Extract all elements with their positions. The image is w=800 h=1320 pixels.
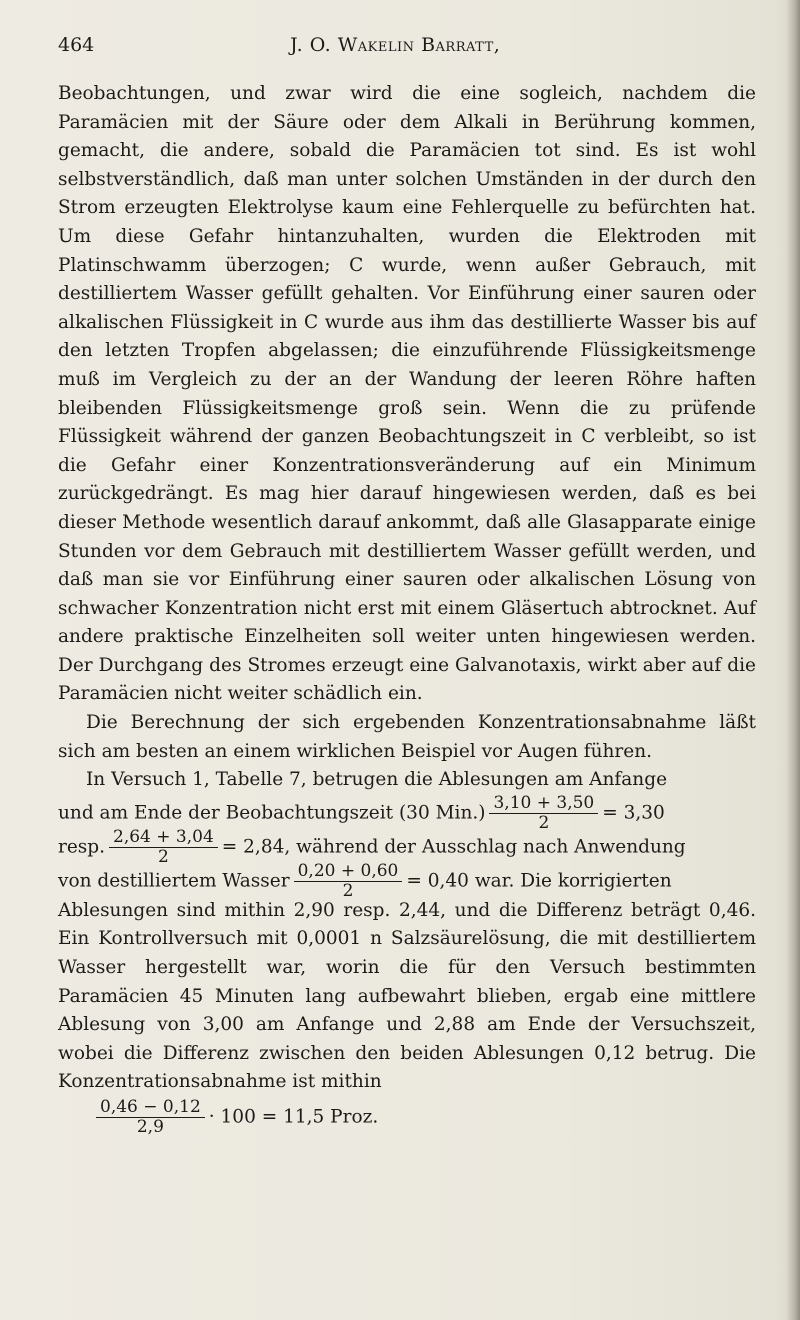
- page-header: [58, 34, 758, 64]
- formula-1-prefix: und am Ende der Beobachtungszeit (30 Min.): [58, 802, 486, 824]
- fraction-2: [109, 826, 218, 867]
- formula-3-result: = 0,40 war. Die korrigierten: [406, 870, 672, 892]
- paragraph-2: Die Berechnung der sich ergebenden Konzentrationsabnahme läßt sich am besten an einem wirklichen Beispiel vor Augen führen.: [58, 712, 756, 762]
- fraction-3-numerator: 0,20 + 0,60: [294, 863, 403, 882]
- fraction-3-denominator: 2: [342, 880, 354, 901]
- body-text: [58, 80, 756, 1139]
- formula-1-result: = 3,30: [602, 802, 665, 824]
- fraction-1: [489, 792, 598, 833]
- formula-2-result: = 2,84, während der Ausschlag nach Anwendung: [221, 836, 686, 858]
- formula-line-1: [58, 792, 756, 833]
- formula-3-prefix: von destilliertem Wasser: [58, 870, 290, 892]
- fraction-1-numerator: 3,10 + 3,50: [489, 795, 598, 814]
- formula-2-prefix: resp.: [58, 836, 106, 858]
- fraction-4-numerator: 0,46 − 0,12: [96, 1099, 205, 1118]
- fraction-1-denominator: 2: [538, 812, 550, 833]
- paragraph-3-line-1: In Versuch 1, Tabelle 7, betrugen die Ablesungen am Anfange: [86, 769, 668, 791]
- paragraph-3-rest: Ablesungen sind mithin 2,90 resp. 2,44, und die Differenz beträgt 0,46. Ein Kontrollversuch mit 0,0001 n Salzsäurelösung, die mit destilliertem Wasser hergestellt war, worin die für den Versuch bestimmten Paramäcien 45 Minuten lang aufbewahrt blieben, ergab eine mittlere Ablesung von 3,00 am Anfange und 2,88 am Ende der Versuchszeit, wobei die Differenz zwischen den beiden Ablesungen 0,12 betrug. Die Konzentrationsabnahme ist mithin: [58, 899, 756, 1093]
- final-formula: [58, 1099, 756, 1139]
- fraction-3: [294, 860, 403, 901]
- formula-4-result: · 100 = 11,5 Proz.: [208, 1106, 379, 1128]
- page-edge-shadow: [786, 0, 800, 1320]
- fraction-2-denominator: 2: [157, 846, 169, 867]
- fraction-4-denominator: 2,9: [136, 1117, 164, 1137]
- running-title: J. O. Wakelin Barratt,: [290, 34, 501, 56]
- fraction-2-numerator: 2,64 + 3,04: [109, 829, 218, 848]
- paragraph-1: Beobachtungen, und zwar wird die eine sogleich, nachdem die Paramäcien mit der Säure oder dem Alkali in Berührung kommen, gemacht, die andere, sobald die Paramäcien tot sind. Es ist wohl selbstverständlich, daß man unter solchen Umständen in der durch den Strom erzeugten Elektrolyse kaum eine Fehlerquelle zu befürchten hat. Um diese Gefahr hintanzuhalten, wurden die Elektroden mit Platinschwamm überzogen; C wurde, wenn außer Gebrauch, mit destilliertem Wasser gefüllt gehalten. Vor Einführung einer sauren oder alkalischen Flüssigkeit in C wurde aus ihm das destillierte Wasser bis auf den letzten Tropfen abgelassen; die einzuführende Flüssigkeitsmenge muß im Vergleich zu der an der Wandung der leeren Röhre haften bleibenden Flüssigkeitsmenge groß sein. Wenn die zu prüfende Flüssigkeit während der ganzen Beobachtungszeit in C verbleibt, so ist die Gefahr einer Konzentrationsveränderung auf ein Minimum zurückgedrängt. Es mag hier darauf hingewiesen werden, daß es bei dieser Methode wesentlich darauf ankommt, daß alle Glasapparate einige Stunden vor dem Gebrauch mit destilliertem Wasser gefüllt werden, und daß man sie vor Einführung einer sauren oder alkalischen Lösung von schwacher Konzentration nicht erst mit einem Gläsertuch abtrocknet. Auf andere praktische Einzelheiten soll weiter unten hingewiesen werden. Der Durchgang des Stromes erzeugt eine Galvanotaxis, wirkt aber auf die Paramäcien nicht weiter schädlich ein.: [58, 83, 756, 705]
- formula-line-2: [58, 826, 756, 867]
- fraction-4: [96, 1099, 205, 1136]
- formula-line-3: [58, 860, 756, 901]
- page-number: 464: [58, 34, 95, 56]
